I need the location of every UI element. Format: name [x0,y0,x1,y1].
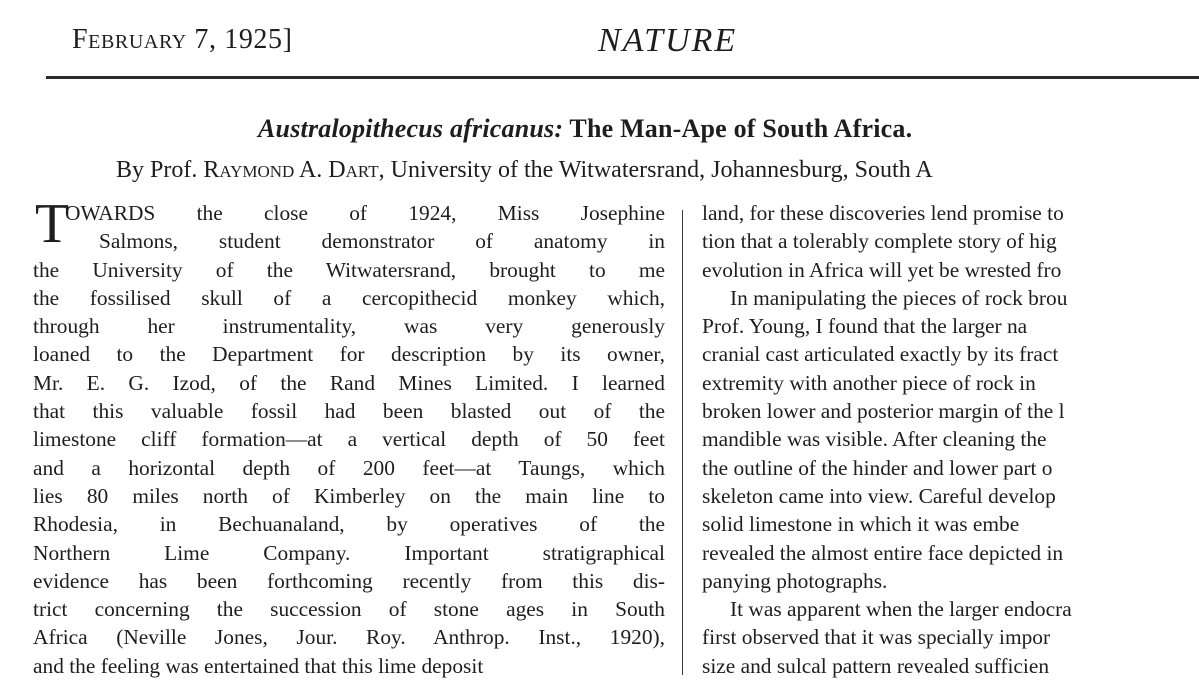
text-line: solid limestone in which it was embe [702,512,1020,537]
text-line: mandible was visible. After cleaning the [702,427,1047,452]
text-line: OWARDS the close of 1924, Miss Josephine [65,201,665,225]
text-line: tion that a tolerably complete story of hig [702,229,1057,254]
text-line: lies 80 miles north of Kimberley on the main line to [33,483,665,508]
byline-author: Raymond A. Dart, [203,157,385,183]
text-line: skeleton came into view. Careful develop [702,483,1056,508]
text-line: cranial cast articulated exactly by its fract [702,342,1059,367]
text-line: revealed the almost entire face depicted in [702,540,1064,565]
text-line: broken lower and posterior margin of the l [702,399,1065,424]
article-title [258,114,912,144]
text-line: In manipulating the pieces of rock brou [730,285,1068,310]
column-rule [682,210,683,675]
right-column [702,199,1199,680]
byline-affiliation: University of the Witwatersrand, Johannesburg, South A [390,157,933,183]
running-head: February 7, 1925] [72,24,293,55]
text-line: evidence has been forthcoming recently from this dis- [33,568,665,593]
journal-name: NATURE [598,22,738,59]
text-line: Rhodesia, in Bechuanaland, by operatives of the [33,512,665,537]
text-line: size and sulcal pattern revealed sufficien [702,653,1050,678]
text-line: Mr. E. G. Izod, of the Rand Mines Limited. I learned [33,370,665,395]
text-line: limestone cliff formation—at a vertical depth of 50 feet [33,427,665,452]
text-line: land, for these discoveries lend promise to [702,201,1064,225]
drop-cap: T [35,193,70,255]
text-line: Salmons, student demonstrator of anatomy in [99,229,665,254]
text-line: the outline of the hinder and lower part o [702,455,1053,480]
text-line: through her instrumentality, was very generously [33,314,665,339]
text-line: first observed that it was specially impor [702,625,1051,650]
left-column [33,193,665,680]
text-line: and the feeling was entertained that this lime deposit [33,653,484,678]
text-line: Africa (Neville Jones, Jour. Roy. Anthrop. Inst., 1920), [33,625,665,650]
text-line: and a horizontal depth of 200 feet—at Taungs, which [33,455,665,480]
text-line: Northern Lime Company. Important stratigraphical [33,540,665,565]
byline-prefix: By Prof. [116,157,198,183]
text-line: loaned to the Department for description by its owner, [33,342,665,367]
text-line: Prof. Young, I found that the larger na [702,314,1028,339]
text-line: It was apparent when the larger endocra [730,597,1072,622]
header-rule [46,76,1199,79]
text-line: trict concerning the succession of stone ages in South [33,597,665,622]
text-line: the fossilised skull of a cercopithecid monkey which, [33,285,665,310]
text-line: panying photographs. [702,568,888,593]
text-line: the University of the Witwatersrand, brought to me [33,257,665,282]
text-line: extremity with another piece of rock in [702,370,1036,395]
text-line: evolution in Africa will yet be wrested fro [702,257,1062,282]
title-rest: The Man-Ape of South Africa. [569,114,913,143]
byline [116,157,933,184]
title-species: Australopithecus africanus: [258,114,564,143]
text-line: that this valuable fossil had been blasted out of the [33,399,665,424]
